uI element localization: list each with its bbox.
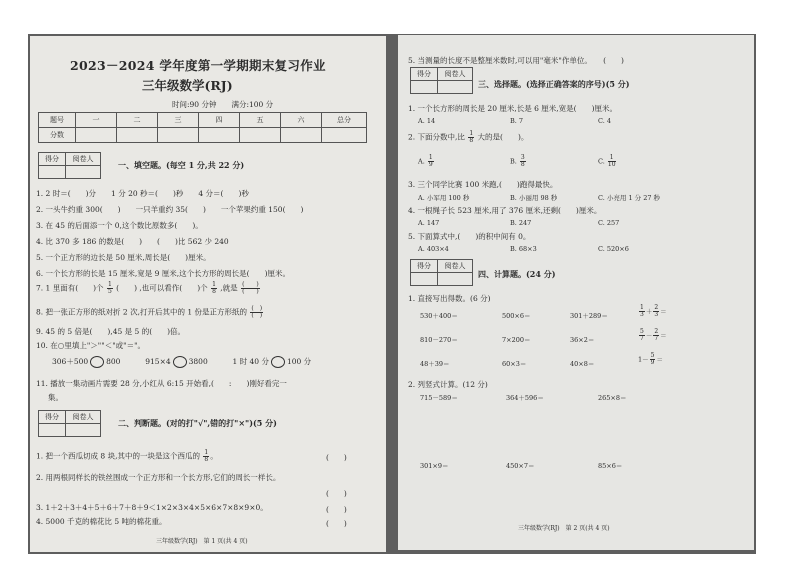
- question-8-text: 8. 把一张正方形的纸对折 2 次,打开后其中的 1 份是正方形纸的: [36, 307, 248, 317]
- question-7-text: ,也可以看作( )个: [139, 283, 208, 293]
- choice-5-option[interactable]: A. 403×4: [418, 245, 449, 253]
- choice-2-text: 大的是( )。: [477, 132, 529, 142]
- calc-fraction-item: [638, 353, 663, 366]
- question-7-text: 7. 1 里面有( )个: [36, 283, 104, 293]
- page-2-footer: 三年级数学(RJ) 第 2 页(共 4 页): [518, 525, 610, 532]
- calc-item: 530＋400＝: [420, 312, 458, 320]
- judge-4: 4. 5000 千克的棉花比 5 吨的棉花重。: [36, 517, 167, 526]
- fraction-denominator: 8: [520, 161, 525, 168]
- fraction-numerator: ( ): [251, 305, 263, 312]
- grader-label: 得分: [39, 153, 66, 166]
- question-5: 5. 一个正方形的边长是 50 厘米,周长是( )厘米。: [36, 253, 211, 262]
- equals: ＝: [656, 355, 663, 364]
- section-2-heading: 二、判断题。(对的打"√",错的打"×")(5 分): [118, 418, 277, 428]
- score-cell: [76, 128, 117, 143]
- fraction-numerator: 1: [469, 130, 474, 137]
- vertical-calc-item: 715－589＝: [420, 394, 458, 402]
- question-10-items: [52, 356, 311, 368]
- operator: －: [645, 331, 653, 340]
- choice-1-option[interactable]: A. 14: [418, 117, 436, 125]
- vertical-calc-item: 364＋596＝: [506, 394, 544, 402]
- fraction-denominator: 10: [607, 161, 616, 168]
- grader-cell: [411, 81, 438, 94]
- section-1-heading: 一、填空题。(每空 1 分,共 22 分): [118, 160, 245, 170]
- judge-5: 5. 当测量的长度不是整厘米数时,可以用"毫米"作单位。 ( ): [408, 56, 624, 65]
- score-table-header: 题号: [39, 113, 76, 128]
- question-7-text: ,就是: [220, 283, 238, 293]
- question-3: 3. 在 45 的后面添一个 0,这个数比原数多( )。: [36, 221, 203, 230]
- fraction-numerator: 2: [654, 304, 659, 311]
- fraction-one-eighth: [203, 450, 209, 463]
- choice-3-option[interactable]: B. 小丽用 98 秒: [510, 194, 558, 202]
- score-table-header: 二: [117, 113, 158, 128]
- choice-4-option[interactable]: B. 247: [510, 219, 532, 227]
- grader-label: 阅卷人: [438, 68, 473, 81]
- fraction-one-fifth: [107, 282, 113, 295]
- compare-circle[interactable]: [90, 356, 104, 368]
- choice-2-option[interactable]: [598, 155, 617, 168]
- question-6: 6. 一个长方形的长是 15 厘米,宽是 9 厘米,这个长方形的周长是( )厘米。: [36, 269, 291, 278]
- calc-item: 40×8＝: [570, 360, 595, 368]
- fraction-one-ninth: [428, 155, 434, 168]
- score-table-score-row: [39, 128, 367, 143]
- judge-3-answer[interactable]: ( ): [326, 505, 347, 514]
- fraction-denominator: 3: [640, 311, 644, 318]
- grader-box-4: [410, 259, 473, 286]
- judge-4-answer[interactable]: ( ): [326, 519, 347, 528]
- fraction-blank: [250, 306, 263, 319]
- equals: ＝: [660, 307, 667, 316]
- choice-2-option[interactable]: [418, 155, 435, 168]
- choice-1-option[interactable]: C. 4: [598, 117, 612, 125]
- choice-3-option[interactable]: C. 小亮用 1 分 27 秒: [598, 194, 661, 202]
- compare-circle[interactable]: [173, 356, 187, 368]
- exam-title: 2023－2024 学年度第一学期期末复习作业: [70, 58, 326, 73]
- fraction-numerator: 1: [609, 154, 614, 161]
- operator: ＋: [645, 307, 653, 316]
- judge-2: 2. 用两根同样长的铁丝围成一个正方形和一个长方形,它们的周长一样长。: [36, 473, 281, 482]
- fraction-denominator: 8: [212, 288, 216, 295]
- question-7-text: ( ): [116, 283, 138, 293]
- choice-3: 3. 三个同学比赛 100 米跑,( )跑得最快。: [408, 180, 558, 189]
- grader-cell: [39, 166, 66, 179]
- fraction-denominator: 7: [640, 335, 644, 342]
- calc-item: 301＋289＝: [570, 312, 608, 320]
- choice-4: 4. 一根绳子长 523 厘米,用了 376 厘米,还剩( )厘米。: [408, 206, 602, 215]
- question-9: 9. 45 的 5 倍是( ),45 是 5 的( )倍。: [36, 327, 186, 336]
- compare-right: 100 分: [286, 357, 312, 366]
- choice-1: 1. 一个长方形的周长是 20 厘米,长是 6 厘米,宽是( )厘米。: [408, 104, 618, 113]
- judge-3: 3. 1＋2＋3＋4＋5＋6＋7＋8＋9＜1×2×3×4×5×6×7×8×9×0。: [36, 503, 268, 512]
- fraction-three-eighths: [520, 155, 526, 168]
- grader-box-1: [38, 152, 101, 179]
- question-8: [36, 306, 264, 319]
- calc-2-heading: 2. 列竖式计算。(12 分): [408, 380, 488, 389]
- judge-1-answer[interactable]: ( ): [326, 453, 347, 462]
- grader-box-2: [38, 410, 101, 437]
- fraction-denominator: 5: [107, 288, 112, 295]
- calc-item: 48＋39＝: [420, 360, 450, 368]
- grader-cell: [66, 424, 101, 437]
- grader-label: 阅卷人: [438, 260, 473, 273]
- fraction-numerator: ( ): [242, 281, 259, 288]
- fraction: [653, 329, 659, 342]
- choice-5-option[interactable]: C. 520×6: [598, 245, 629, 253]
- fraction: [653, 305, 659, 318]
- score-cell: [117, 128, 158, 143]
- exam-subtitle: 三年级数学(RJ): [142, 78, 233, 93]
- calc-item: 60×3＝: [502, 360, 527, 368]
- score-table-header: 三: [158, 113, 199, 128]
- fraction-one-eighth: [211, 282, 217, 295]
- fraction-numerator: 3: [520, 154, 525, 161]
- calc-item: 36×2＝: [570, 336, 595, 344]
- grader-box-3: [410, 67, 473, 94]
- calc-fraction-item: [638, 305, 667, 318]
- compare-right: 800: [106, 357, 121, 366]
- exam-page-1: [30, 36, 386, 552]
- judge-1: [36, 450, 218, 463]
- fraction-numerator: 1: [640, 304, 644, 311]
- page-1-footer: 三年级数学(RJ) 第 1 页(共 4 页): [156, 538, 248, 545]
- grader-cell: [438, 81, 473, 94]
- fraction-one-eighth: [468, 131, 474, 144]
- choice-2-option[interactable]: [510, 155, 527, 168]
- choice-3-option[interactable]: A. 小军用 100 秒: [418, 194, 470, 202]
- fraction-numerator: 5: [650, 352, 655, 359]
- grader-label: 得分: [411, 68, 438, 81]
- grader-cell: [411, 273, 438, 286]
- compare-circle[interactable]: [271, 356, 285, 368]
- fraction-one-tenth: [608, 155, 616, 168]
- grader-cell: [39, 424, 66, 437]
- vertical-calc-item: 85×6＝: [598, 462, 623, 470]
- choice-4-option[interactable]: A. 147: [418, 219, 440, 227]
- calc-fraction-item: [638, 329, 667, 342]
- grader-label: 阅卷人: [66, 153, 101, 166]
- fraction-denominator: 8: [204, 456, 209, 463]
- question-11: 11. 播放一集动画片需要 28 分,小红从 6:15 开始看,( : )刚好看完一: [36, 379, 287, 388]
- score-table-header: 四: [199, 113, 240, 128]
- calc-item: 810－270＝: [420, 336, 458, 344]
- question-2: 2. 一头牛约重 300( ) 一只羊重约 35( ) 一个苹果约重 150( ): [36, 205, 304, 214]
- section-3-heading: 三、选择题。(选择正确答案的序号)(5 分): [478, 79, 630, 89]
- option-letter: C.: [598, 157, 605, 166]
- score-row-label: 分数: [39, 128, 76, 143]
- score-cell: [281, 128, 322, 143]
- grader-cell: [438, 273, 473, 286]
- score-cell: [199, 128, 240, 143]
- compare-left: 306＋500: [52, 357, 89, 366]
- fraction-numerator: 2: [654, 328, 659, 335]
- judge-2-answer[interactable]: ( ): [326, 489, 347, 498]
- grader-cell: [66, 166, 101, 179]
- choice-2: [408, 131, 528, 144]
- grader-label: 得分: [411, 260, 438, 273]
- vertical-calc-item: 301×9＝: [420, 462, 449, 470]
- fraction-denominator: 9: [650, 359, 655, 366]
- compare-right: 3800: [188, 357, 208, 366]
- grader-label: 得分: [39, 411, 66, 424]
- choice-4-option[interactable]: C. 257: [598, 219, 620, 227]
- operand: 1－: [638, 355, 649, 364]
- choice-2-text: 2. 下面分数中,比: [408, 132, 465, 142]
- question-7: [36, 282, 261, 295]
- score-table-header: 一: [76, 113, 117, 128]
- calc-1-heading: 1. 直接写出得数。(6 分): [408, 294, 491, 303]
- compare-left: 915×4: [145, 357, 171, 366]
- fraction-numerator: 1: [212, 281, 216, 288]
- fraction-numerator: 1: [204, 449, 209, 456]
- option-letter: B.: [510, 157, 517, 166]
- score-cell: [322, 128, 367, 143]
- fraction: [639, 305, 645, 318]
- time-and-score: 时间:90 分钟 满分:100 分: [172, 100, 274, 109]
- question-4: 4. 比 370 多 186 的数是( ) ( )比 562 少 240: [36, 237, 229, 246]
- exam-page-2: [398, 35, 754, 550]
- vertical-calc-item: 450×7＝: [506, 462, 535, 470]
- grader-label: 阅卷人: [66, 411, 101, 424]
- choice-1-option[interactable]: B. 7: [510, 117, 524, 125]
- judge-1-end: 。: [210, 451, 218, 461]
- fraction: [639, 329, 645, 342]
- fraction: [650, 353, 656, 366]
- fraction-denominator: 7: [654, 335, 659, 342]
- compare-left: 1 时 40 分: [232, 357, 269, 366]
- fraction-denominator: 9: [428, 161, 433, 168]
- fraction-numerator: 1: [428, 154, 433, 161]
- calc-item: 7×200＝: [502, 336, 531, 344]
- fraction-blank: [241, 282, 260, 295]
- fraction-numerator: 1: [107, 281, 112, 288]
- fraction-denominator: ( ): [242, 288, 259, 295]
- vertical-calc-item: 265×8＝: [598, 394, 627, 402]
- section-4-heading: 四、计算题。(24 分): [478, 269, 556, 279]
- score-table-header-row: [39, 113, 367, 128]
- question-1: 1. 2 时＝( )分 1 分 20 秒＝( )秒 4 分＝( )秒: [36, 189, 249, 198]
- score-table-header: 五: [240, 113, 281, 128]
- choice-5: 5. 下面算式中,( )的积中间有 0。: [408, 232, 531, 241]
- question-10: 10. 在○里填上"＞""＜"或"＝"。: [36, 341, 146, 350]
- judge-1-text: 1. 把一个西瓜切成 8 块,其中的一块是这个西瓜的: [36, 451, 200, 461]
- fraction-denominator: 8: [469, 137, 474, 144]
- score-table: [38, 112, 367, 143]
- choice-5-option[interactable]: B. 68×3: [510, 245, 537, 253]
- question-11-cont: 集。: [48, 393, 63, 402]
- fraction-numerator: 5: [640, 328, 644, 335]
- option-letter: A.: [418, 157, 425, 166]
- fraction-denominator: 3: [654, 311, 659, 318]
- score-cell: [240, 128, 281, 143]
- score-cell: [158, 128, 199, 143]
- equals: ＝: [660, 331, 667, 340]
- score-table-header: 六: [281, 113, 322, 128]
- calc-item: 500×6＝: [502, 312, 531, 320]
- fraction-denominator: ( ): [251, 312, 263, 319]
- score-table-header: 总分: [322, 113, 367, 128]
